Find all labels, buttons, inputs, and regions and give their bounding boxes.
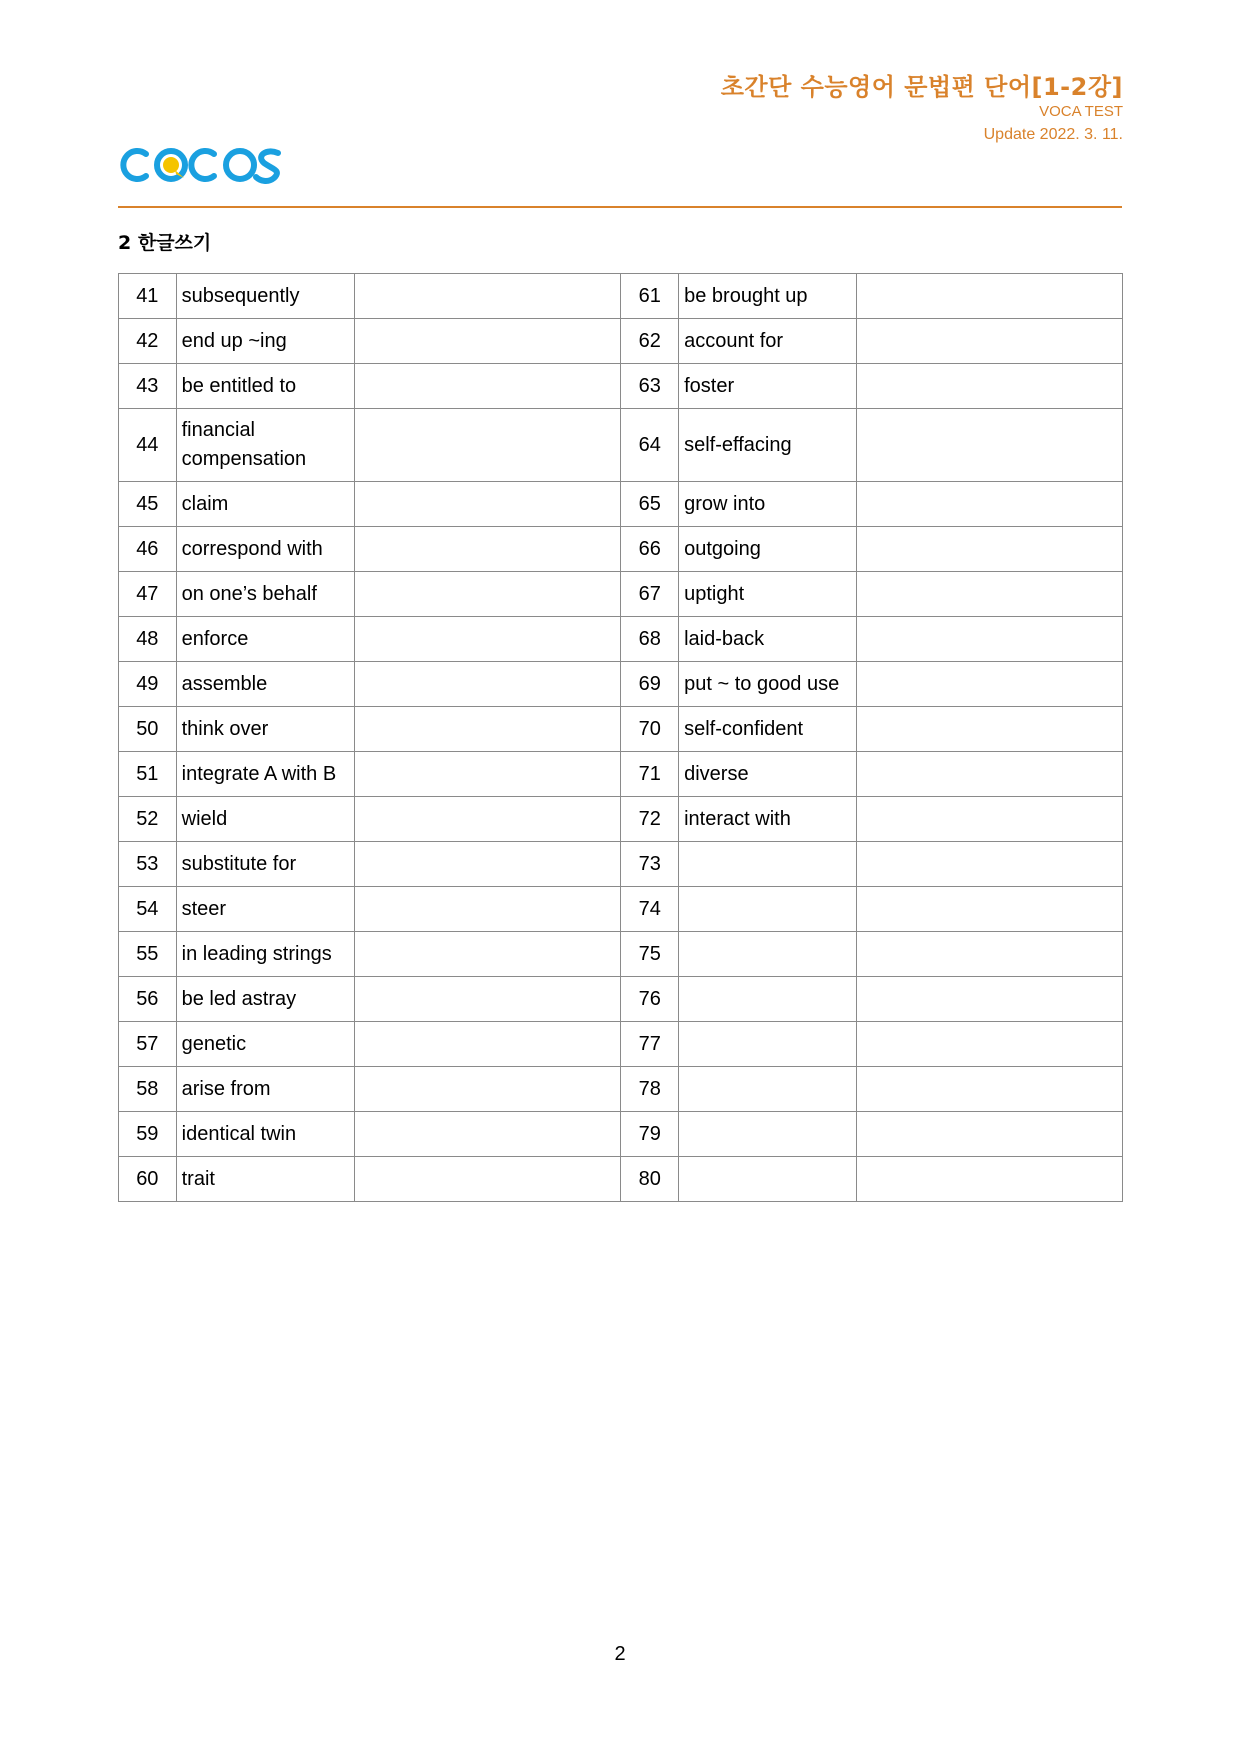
right-item-word: uptight	[679, 572, 857, 617]
left-item-word: identical twin	[176, 1112, 354, 1157]
left-answer-field[interactable]	[354, 482, 621, 527]
left-item-word: in leading strings	[176, 932, 354, 977]
table-row	[119, 1022, 1123, 1067]
left-item-number: 56	[119, 977, 177, 1022]
table-row	[119, 842, 1123, 887]
left-item-word: enforce	[176, 617, 354, 662]
left-answer-field[interactable]	[354, 274, 621, 319]
left-answer-field[interactable]	[354, 319, 621, 364]
right-item-word: put ~ to good use	[679, 662, 857, 707]
right-item-number: 72	[621, 797, 679, 842]
header-divider	[118, 206, 1122, 208]
right-answer-field[interactable]	[857, 319, 1123, 364]
left-item-word: steer	[176, 887, 354, 932]
left-answer-field[interactable]	[354, 932, 621, 977]
left-item-number: 50	[119, 707, 177, 752]
left-item-number: 49	[119, 662, 177, 707]
left-item-number: 59	[119, 1112, 177, 1157]
right-answer-field[interactable]	[857, 527, 1123, 572]
left-item-number: 51	[119, 752, 177, 797]
left-item-number: 58	[119, 1067, 177, 1112]
right-item-number: 67	[621, 572, 679, 617]
left-item-number: 43	[119, 364, 177, 409]
right-answer-field[interactable]	[857, 409, 1123, 482]
logo-letter-s	[256, 151, 278, 181]
right-item-number: 61	[621, 274, 679, 319]
right-item-number: 78	[621, 1067, 679, 1112]
right-answer-field[interactable]	[857, 1022, 1123, 1067]
right-item-number: 70	[621, 707, 679, 752]
right-item-number: 69	[621, 662, 679, 707]
right-item-word: outgoing	[679, 527, 857, 572]
right-answer-field[interactable]	[857, 977, 1123, 1022]
left-answer-field[interactable]	[354, 842, 621, 887]
right-item-number: 64	[621, 409, 679, 482]
right-answer-field[interactable]	[857, 274, 1123, 319]
left-item-number: 41	[119, 274, 177, 319]
right-item-word: diverse	[679, 752, 857, 797]
logo-letter-c2	[191, 151, 214, 179]
left-item-number: 44	[119, 409, 177, 482]
left-answer-field[interactable]	[354, 572, 621, 617]
left-item-word: be entitled to	[176, 364, 354, 409]
logo-letter-c1	[123, 151, 146, 179]
left-answer-field[interactable]	[354, 409, 621, 482]
left-item-word: subsequently	[176, 274, 354, 319]
left-answer-field[interactable]	[354, 977, 621, 1022]
table-row	[119, 707, 1123, 752]
right-answer-field[interactable]	[857, 932, 1123, 977]
left-item-number: 46	[119, 527, 177, 572]
left-item-word: on one’s behalf	[176, 572, 354, 617]
right-item-word	[679, 1022, 857, 1067]
right-item-word	[679, 977, 857, 1022]
right-item-word: laid-back	[679, 617, 857, 662]
left-answer-field[interactable]	[354, 752, 621, 797]
cocos-logo	[116, 142, 296, 188]
right-item-number: 62	[621, 319, 679, 364]
left-item-word: genetic	[176, 1022, 354, 1067]
left-item-word: claim	[176, 482, 354, 527]
left-answer-field[interactable]	[354, 797, 621, 842]
right-answer-field[interactable]	[857, 662, 1123, 707]
table-row	[119, 482, 1123, 527]
left-item-word: correspond with	[176, 527, 354, 572]
right-answer-field[interactable]	[857, 842, 1123, 887]
right-item-number: 68	[621, 617, 679, 662]
right-item-word: be brought up	[679, 274, 857, 319]
right-answer-field[interactable]	[857, 797, 1123, 842]
table-row	[119, 797, 1123, 842]
right-item-number: 63	[621, 364, 679, 409]
right-answer-field[interactable]	[857, 572, 1123, 617]
table-row	[119, 1157, 1123, 1202]
left-item-number: 47	[119, 572, 177, 617]
table-row	[119, 1067, 1123, 1112]
left-item-number: 53	[119, 842, 177, 887]
right-item-number: 66	[621, 527, 679, 572]
left-answer-field[interactable]	[354, 887, 621, 932]
right-item-word	[679, 1157, 857, 1202]
right-item-word: interact with	[679, 797, 857, 842]
left-item-word: think over	[176, 707, 354, 752]
table-row	[119, 1112, 1123, 1157]
right-item-number: 73	[621, 842, 679, 887]
left-item-word: wield	[176, 797, 354, 842]
left-answer-field[interactable]	[354, 1157, 621, 1202]
right-item-word	[679, 1112, 857, 1157]
right-item-number: 71	[621, 752, 679, 797]
document-header	[721, 72, 1123, 146]
right-answer-field[interactable]	[857, 364, 1123, 409]
left-answer-field[interactable]	[354, 1067, 621, 1112]
table-row	[119, 274, 1123, 319]
left-item-number: 52	[119, 797, 177, 842]
table-row	[119, 617, 1123, 662]
left-answer-field[interactable]	[354, 662, 621, 707]
left-item-word: be led astray	[176, 977, 354, 1022]
logo-accent-dot	[163, 157, 179, 173]
right-item-word	[679, 932, 857, 977]
right-answer-field[interactable]	[857, 707, 1123, 752]
right-answer-field[interactable]	[857, 752, 1123, 797]
left-answer-field[interactable]	[354, 1112, 621, 1157]
left-answer-field[interactable]	[354, 527, 621, 572]
left-item-number: 48	[119, 617, 177, 662]
right-item-number: 74	[621, 887, 679, 932]
left-item-word: integrate A with B	[176, 752, 354, 797]
table-row	[119, 887, 1123, 932]
table-row	[119, 319, 1123, 364]
right-item-word: self-effacing	[679, 409, 857, 482]
page-number: 2	[614, 1643, 626, 1665]
right-item-number: 80	[621, 1157, 679, 1202]
left-item-word: end up ~ing	[176, 319, 354, 364]
left-answer-field[interactable]	[354, 617, 621, 662]
right-answer-field[interactable]	[857, 887, 1123, 932]
right-item-number: 65	[621, 482, 679, 527]
left-answer-field[interactable]	[354, 1022, 621, 1067]
left-item-number: 60	[119, 1157, 177, 1202]
right-item-number: 76	[621, 977, 679, 1022]
left-answer-field[interactable]	[354, 707, 621, 752]
right-item-number: 75	[621, 932, 679, 977]
vocab-table	[118, 273, 1123, 1202]
left-item-number: 45	[119, 482, 177, 527]
left-item-word: arise from	[176, 1067, 354, 1112]
right-item-word: foster	[679, 364, 857, 409]
table-row	[119, 364, 1123, 409]
update-date: Update 2022. 3. 11.	[983, 126, 1123, 143]
right-answer-field[interactable]	[857, 1112, 1123, 1157]
left-item-word: substitute for	[176, 842, 354, 887]
left-item-word: financial compensation	[176, 409, 354, 482]
right-answer-field[interactable]	[857, 1157, 1123, 1202]
left-item-number: 55	[119, 932, 177, 977]
left-item-word: trait	[176, 1157, 354, 1202]
right-item-word: account for	[679, 319, 857, 364]
document-title: 초간단 수능영어 문법편 단어[1-2강]	[720, 73, 1123, 101]
left-item-number: 42	[119, 319, 177, 364]
left-item-number: 57	[119, 1022, 177, 1067]
table-row	[119, 932, 1123, 977]
table-row	[119, 977, 1123, 1022]
right-item-number: 77	[621, 1022, 679, 1067]
left-item-number: 54	[119, 887, 177, 932]
left-item-word: assemble	[176, 662, 354, 707]
left-answer-field[interactable]	[354, 364, 621, 409]
table-row	[119, 409, 1123, 482]
right-answer-field[interactable]	[857, 482, 1123, 527]
right-item-word	[679, 1067, 857, 1112]
right-answer-field[interactable]	[857, 617, 1123, 662]
right-answer-field[interactable]	[857, 1067, 1123, 1112]
right-item-word: self-confident	[679, 707, 857, 752]
table-row	[119, 752, 1123, 797]
table-row	[119, 662, 1123, 707]
right-item-number: 79	[621, 1112, 679, 1157]
logo-letter-o2	[226, 151, 254, 179]
table-row	[119, 527, 1123, 572]
section-title: 2 한글쓰기	[118, 232, 212, 254]
right-item-word	[679, 842, 857, 887]
right-item-word: grow into	[679, 482, 857, 527]
document-subtitle: VOCA TEST	[1039, 103, 1123, 120]
right-item-word	[679, 887, 857, 932]
table-row	[119, 572, 1123, 617]
